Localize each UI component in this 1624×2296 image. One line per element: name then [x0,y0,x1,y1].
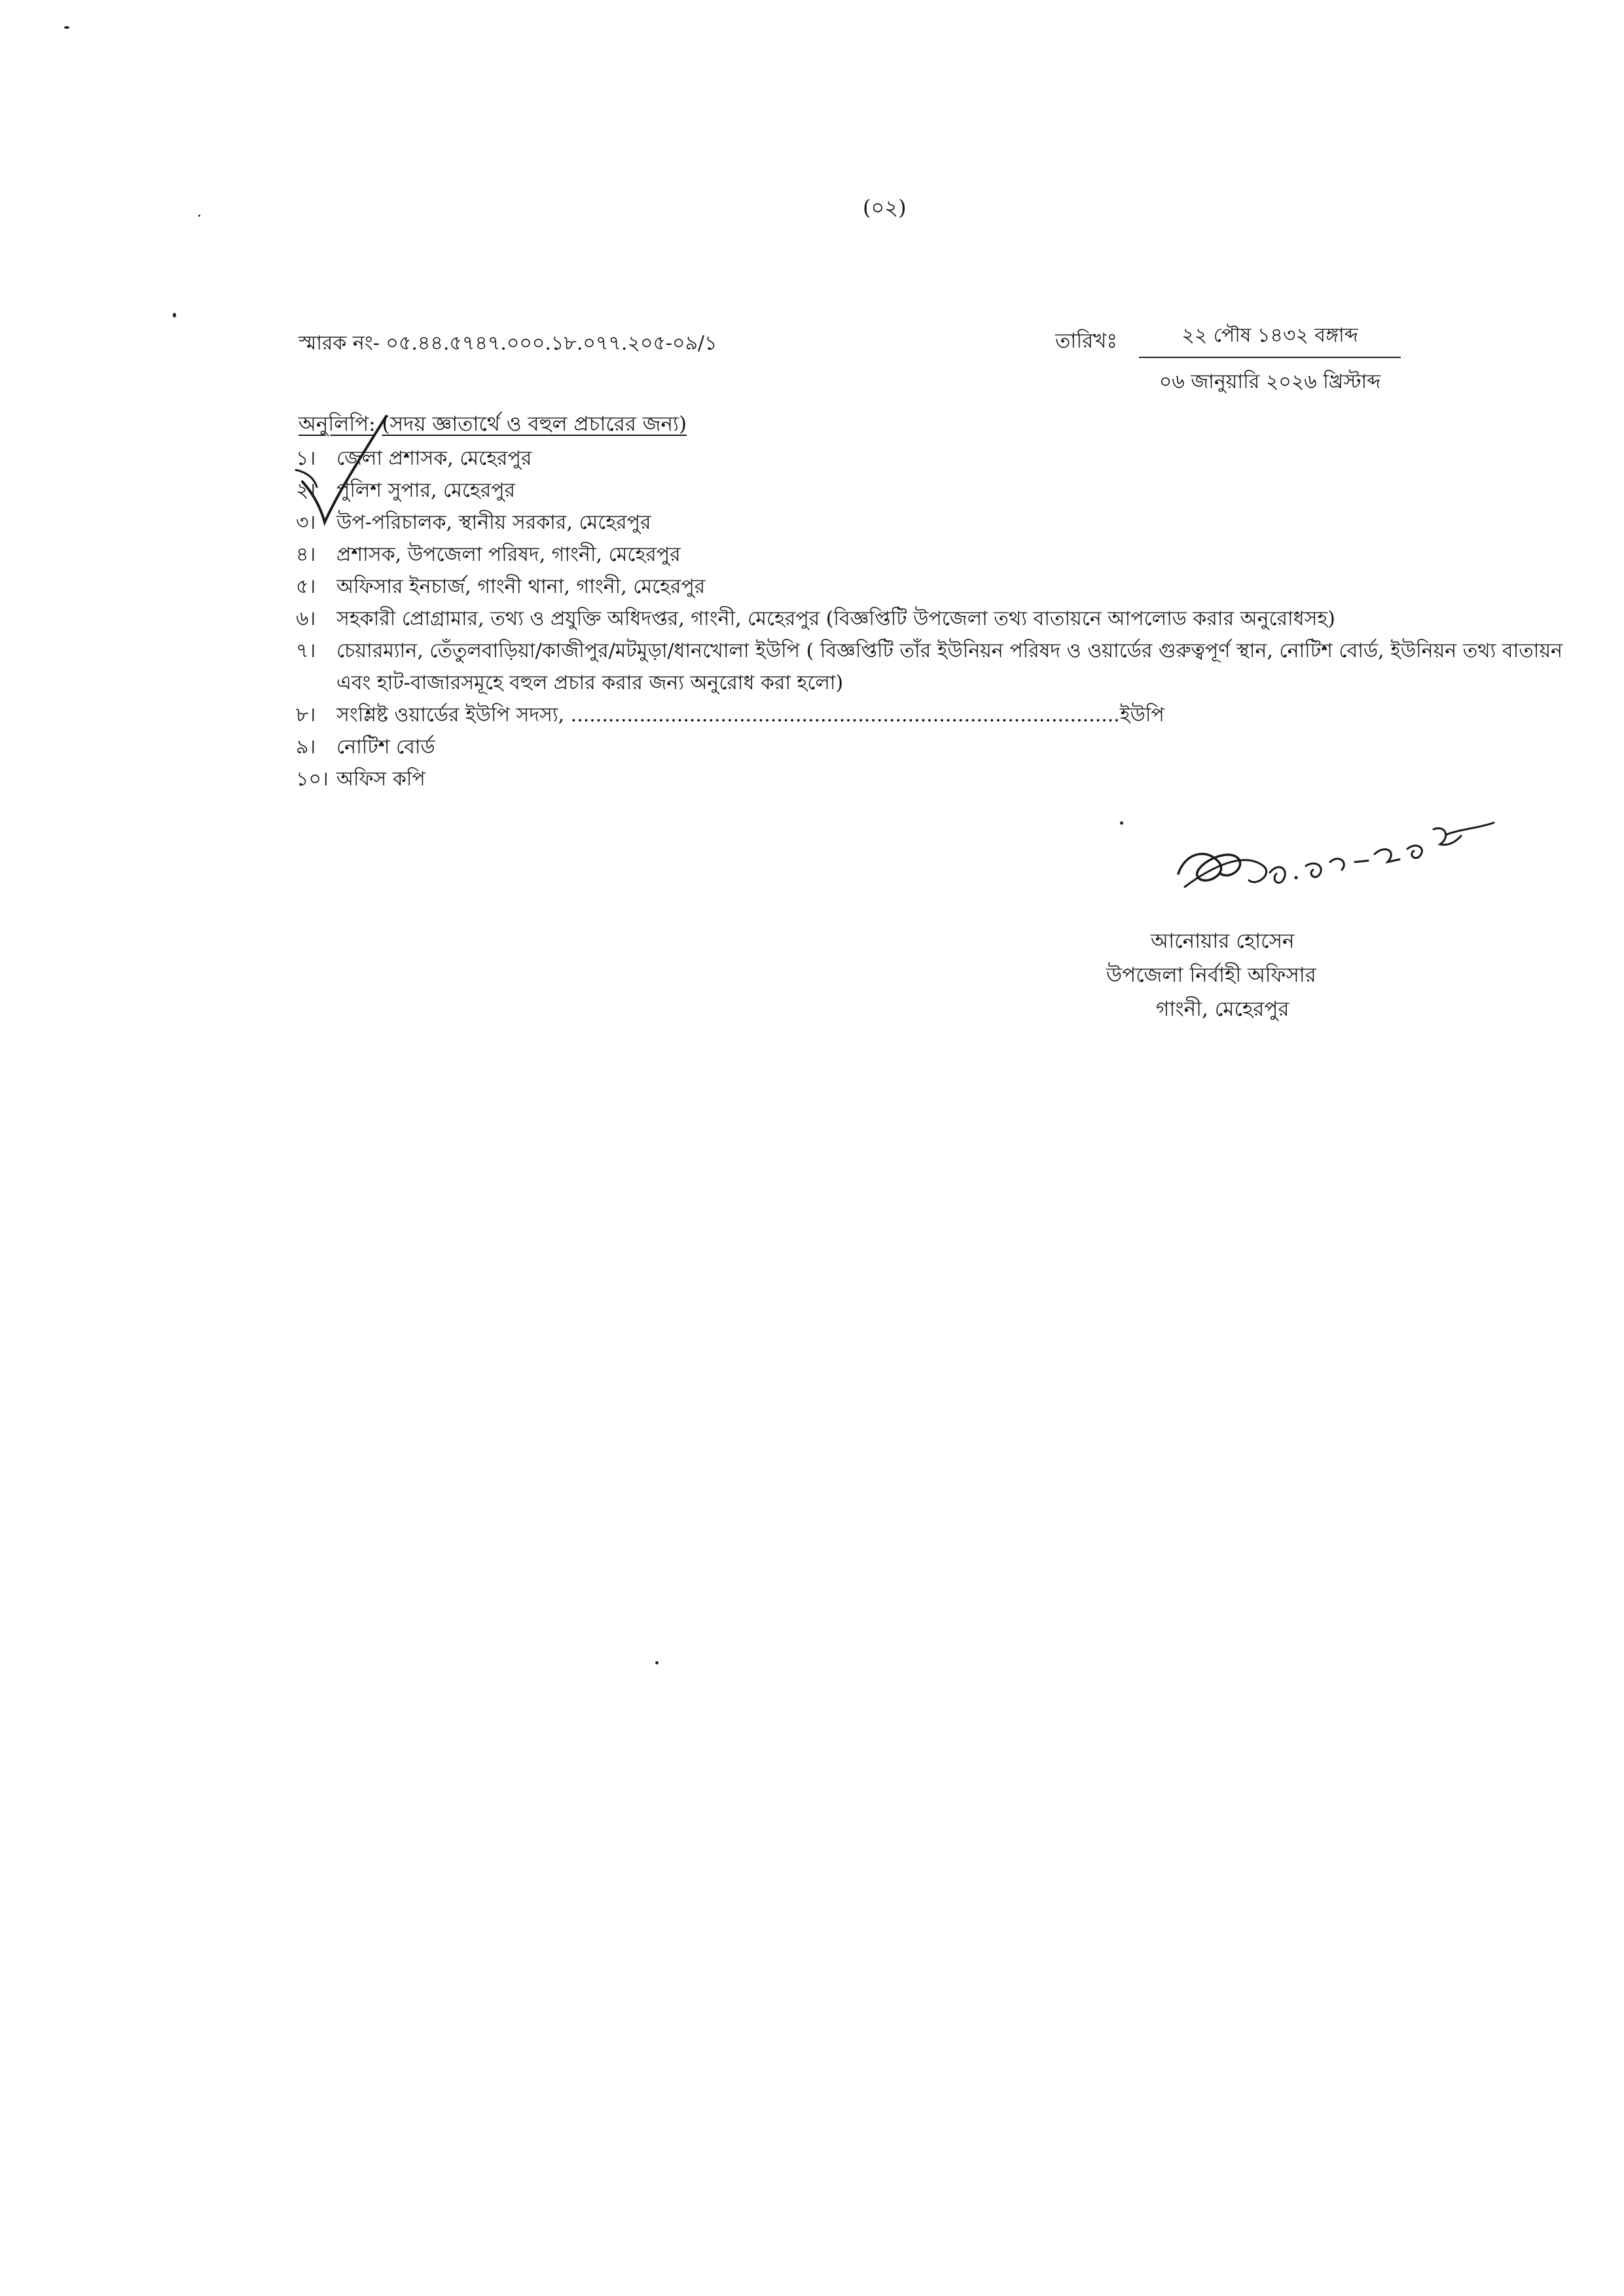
scan-speck [1120,821,1123,825]
item-number: ১০। [296,768,329,791]
item-text: নোটিশ বোর্ড [336,736,435,759]
list-item [296,475,1572,507]
list-item [296,699,1572,731]
item-text: চেয়ারম্যান, তেঁতুলবাড়িয়া/কাজীপুর/মটমুড়া/ধানখোলা ইউপি ( বিজ্ঞপ্তিটি তাঁর ইউনিয়ন পরিষদ ও ওয়ার্ডের গুরুত্বপূর্ণ স্থান, নোটিশ বোর্ড, ইউনিয়ন তথ্য বাতায়ন এবং হাট-বাজারসমূহে বহুল প্রচার করার জন্য অনুরোধ করা হলো) [336,639,1563,694]
list-item [296,635,1572,699]
cc-purpose: (সদয় জ্ঞাতার্থে ও বহুল প্রচারের জন্য) [382,412,687,436]
list-item [296,442,1572,475]
handwritten-signature [1159,789,1499,920]
page-number: (০২) [863,195,907,220]
list-item [296,539,1572,571]
cc-list [296,442,1572,795]
item-number: ৬। [296,607,316,630]
item-number: ৮। [296,704,316,726]
item-text: জেলা প্রশাসক, মেহেরপুর [336,447,532,470]
item-number: ৩। [296,511,316,534]
memo-number: স্মারক নং- ০৫.৪৪.৫৭৪৭.০০০.১৮.০৭৭.২০৫-০৯/১ [298,332,717,355]
scan-speck [198,215,200,217]
item-number: ৪। [296,543,316,566]
date-block [1139,319,1401,399]
date-label: তারিখঃ [1055,329,1118,353]
item-text: অফিস কপি [336,768,425,791]
item-text: প্রশাসক, উপজেলা পরিষদ, গাংনী, মেহেরপুর [336,543,681,566]
item-number: ৭। [296,639,316,662]
item-number: ৯। [296,736,316,759]
item-text: সহকারী প্রোগ্রামার, তথ্য ও প্রযুক্তি অধিদপ্তর, গাংনী, মেহেরপুর (বিজ্ঞপ্তিটি উপজেলা তথ্য বাতায়নে আপলোড করার অনুরোধসহ) [336,607,1335,630]
date-english: ০৬ জানুয়ারি ২০২৬ খ্রিস্টাব্দ [1159,370,1381,393]
item-text: পুলিশ সুপার, মেহেরপুর [336,479,516,502]
item-text: অফিসার ইনচার্জ, গাংনী থানা, গাংনী, মেহেরপুর [336,575,706,598]
cc-prefix: অনুলিপি: [298,412,376,436]
item-number: ৫। [296,575,316,598]
list-item [296,603,1572,635]
item-text: উপ-পরিচালক, স্থানীয় সরকার, মেহেরপুর [336,511,651,534]
signatory-block [1106,924,1316,1026]
date-bangla: ২২ পৌষ ১৪৩২ বঙ্গাব্দ [1139,319,1401,358]
item-number: ১। [296,447,316,470]
list-item [296,731,1572,763]
handwritten-checkmark [288,410,393,547]
item-text: সংশ্লিষ্ট ওয়ার্ডের ইউপি সদস্য, ........................................................................................ইউপি [336,704,1164,726]
signatory-designation: উপজেলা নির্বাহী অফিসার [1106,963,1316,987]
signatory-location: গাংনী, মেহেরপুর [1156,997,1290,1021]
scan-speck [173,313,176,317]
list-item [296,507,1572,539]
scan-speck [64,26,69,29]
list-item [296,571,1572,603]
item-number: ২। [296,479,316,502]
signatory-name: আনোয়ার হোসেন [1151,929,1295,953]
scan-speck [655,1661,659,1664]
